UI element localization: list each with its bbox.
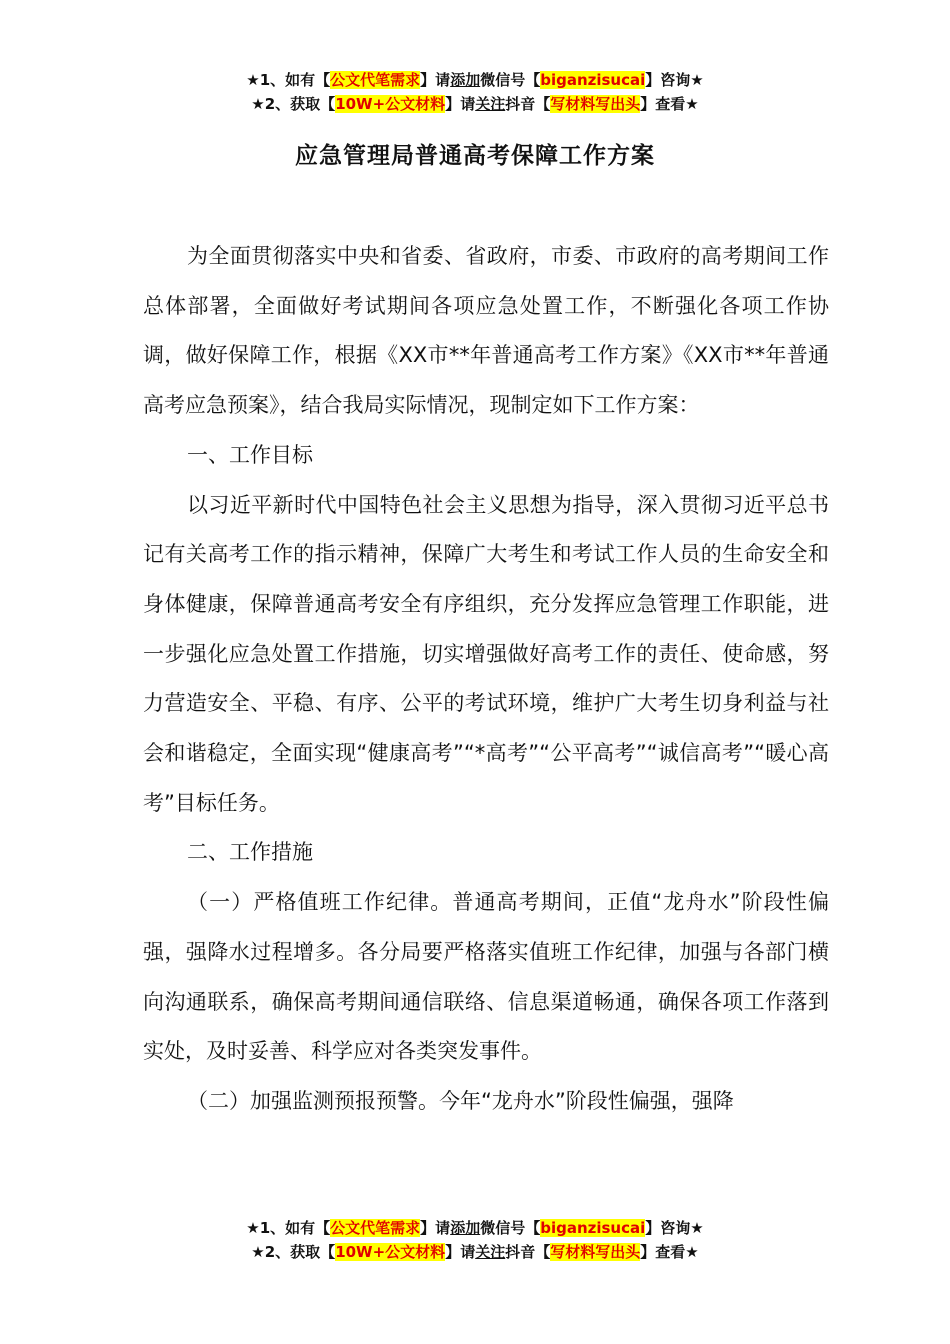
banner-line-2-mid: 】请 (445, 95, 476, 113)
banner-line-1 (0, 1216, 950, 1240)
banner-line-1 (0, 68, 950, 92)
document-body (143, 232, 829, 1127)
banner-line-2-mid2: 抖音【 (505, 1243, 551, 1261)
banner-line-2-mid2: 抖音【 (505, 95, 551, 113)
measure-paragraph-2: （二）加强监测预报预警。今年“龙舟水”阶段性偏强，强降 (187, 1088, 734, 1113)
banner-line-2 (0, 1240, 950, 1264)
banner-highlight-wechat-id: biganzisucai (540, 1219, 646, 1237)
goals-paragraph: 以习近平新时代中国特色社会主义思想为指导，深入贯彻习近平总书记有关高考工作的指示精神，保障广大考生和考试工作人员的生命安全和身体健康，保障普通高考安全有序组织，充分发挥应急管理工作职能，进一步强化应急处置工作措施，切实增强做好高考工作的责任、使命感，努力营造安全、平稳、有序、公平的考试环境，维护广大考生切身利益与社会和谐稳定，全面实现“健康高考”“*高考”“公平高考”“诚信高考”“暖心高考”目标任务。 (143, 492, 829, 815)
banner-line-1-prefix: ★1、如有【 (246, 1219, 331, 1237)
section-heading-goals: 一、工作目标 (187, 442, 313, 467)
banner-line-2-prefix: ★2、获取【 (251, 95, 336, 113)
banner-line-1-mid: 】请 (420, 71, 451, 89)
banner-line-1-suffix: 】咨询★ (645, 71, 704, 89)
banner-line-2-prefix: ★2、获取【 (251, 1243, 336, 1261)
banner-line-2-suffix: 】查看★ (640, 1243, 699, 1261)
banner-emphasis-follow: 关注 (475, 1243, 506, 1261)
banner-highlight-service: 公文代笔需求 (330, 1219, 421, 1237)
banner-line-2-mid: 】请 (445, 1243, 476, 1261)
banner-emphasis-add: 添加 (450, 1219, 481, 1237)
banner-highlight-materials: 10W+公文材料 (335, 95, 446, 113)
document-title: 应急管理局普通高考保障工作方案 (295, 143, 655, 169)
banner-line-1-prefix: ★1、如有【 (246, 71, 331, 89)
top-banner (0, 68, 950, 116)
banner-line-1-mid: 】请 (420, 1219, 451, 1237)
section-heading-measures: 二、工作措施 (187, 840, 313, 865)
banner-highlight-douyin-id: 写材料写出头 (550, 95, 641, 113)
banner-line-1-suffix: 】咨询★ (645, 1219, 704, 1237)
banner-emphasis-add: 添加 (450, 71, 481, 89)
banner-line-2-suffix: 】查看★ (640, 95, 699, 113)
banner-highlight-wechat-id: biganzisucai (540, 71, 646, 89)
bottom-banner (0, 1216, 950, 1264)
measure-paragraph-1: （一）严格值班工作纪律。普通高考期间，正值“龙舟水”阶段性偏强，强降水过程增多。各分局要严格落实值班工作纪律，加强与各部门横向沟通联系，确保高考期间通信联络、信息渠道畅通，确保各项工作落到实处，及时妥善、科学应对各类突发事件。 (143, 890, 829, 1064)
intro-paragraph: 为全面贯彻落实中央和省委、省政府，市委、市政府的高考期间工作总体部署，全面做好考试期间各项应急处置工作，不断强化各项工作协调，做好保障工作，根据《XX市**年普通高考工作方案》《XX市**年普通高考应急预案》，结合我局实际情况，现制定如下工作方案： (143, 244, 829, 418)
banner-line-1-mid2: 微信号【 (480, 1219, 541, 1237)
banner-highlight-service: 公文代笔需求 (330, 71, 421, 89)
banner-highlight-douyin-id: 写材料写出头 (550, 1243, 641, 1261)
banner-highlight-materials: 10W+公文材料 (335, 1243, 446, 1261)
banner-line-1-mid2: 微信号【 (480, 71, 541, 89)
banner-emphasis-follow: 关注 (475, 95, 506, 113)
banner-line-2 (0, 92, 950, 116)
